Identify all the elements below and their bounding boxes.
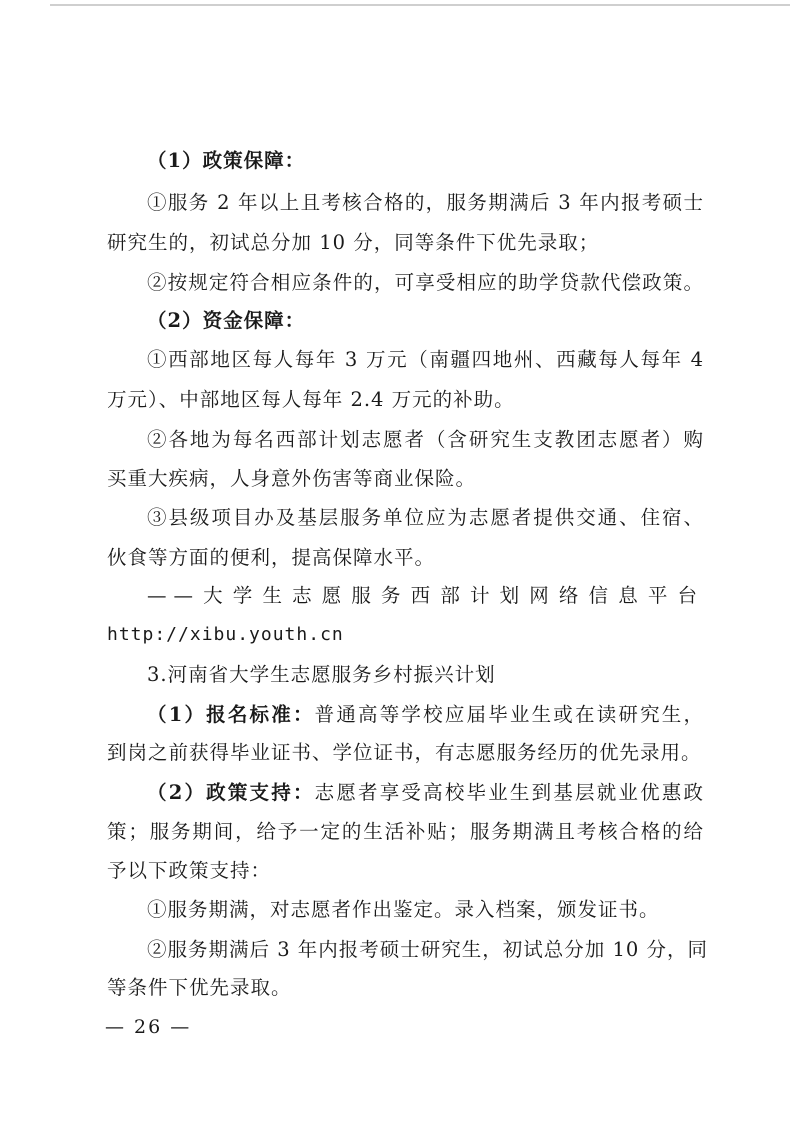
source-citation: ——大学生志愿服务西部计划网络信息平台: [147, 584, 704, 607]
source-url: http://xibu.youth.cn: [107, 624, 344, 645]
paragraph-line: ①服务期满，对志愿者作出鉴定。录入档案，颁发证书。: [147, 898, 660, 921]
paragraph-line: 伙食等方面的便利，提高保障水平。: [107, 546, 436, 569]
paragraph-line: ②各地为每名西部计划志愿者（含研究生支教团志愿者）购: [147, 428, 704, 451]
paragraph-line: 予以下政策支持：: [107, 859, 272, 882]
paragraph-line: 到岗之前获得毕业证书、学位证书，有志愿服务经历的优先录用。: [107, 741, 702, 764]
paragraph-line: ②按规定符合相应条件的，可享受相应的助学贷款代偿政策。: [147, 271, 704, 294]
section-heading-funding: （2）资金保障：: [147, 309, 306, 332]
paragraph-line: ③县级项目办及基层服务单位应为志愿者提供交通、住宿、: [147, 506, 704, 529]
paragraph-line: 买重大疾病，人身意外伤害等商业保险。: [107, 467, 477, 490]
paragraph-text: 志愿者享受高校毕业生到基层就业优惠政: [314, 781, 704, 804]
scan-edge-line: [50, 4, 790, 6]
paragraph-text: 普通高等学校应届毕业生或在读研究生，: [314, 703, 704, 726]
paragraph-line: 等条件下优先录取。: [107, 976, 292, 999]
section-title: 3.河南省大学生志愿服务乡村振兴计划: [147, 663, 496, 686]
label-signup-criteria: （1）报名标准：: [147, 703, 315, 726]
paragraph-line: 研究生的，初试总分加 10 分，同等条件下优先录取；: [107, 231, 600, 254]
paragraph-line: ②服务期满后 3 年内报考硕士研究生，初试总分加 10 分，同: [147, 938, 709, 961]
paragraph-line: ①服务 2 年以上且考核合格的，服务期满后 3 年内报考硕士: [147, 191, 704, 214]
paragraph-line: ①西部地区每人每年 3 万元（南疆四地州、西藏每人每年 4: [147, 348, 704, 371]
page-number: — 26 —: [105, 1016, 192, 1038]
paragraph-line: 万元）、中部地区每人每年 2.4 万元的补助。: [107, 388, 515, 411]
label-policy-support: （2）政策支持：: [147, 781, 315, 804]
paragraph-line: [147, 700, 704, 730]
paragraph-line: 策；服务期间，给予一定的生活补贴；服务期满且考核合格的给: [107, 820, 704, 843]
section-heading-policy: （1）政策保障：: [147, 149, 306, 172]
paragraph-line: [147, 778, 704, 808]
